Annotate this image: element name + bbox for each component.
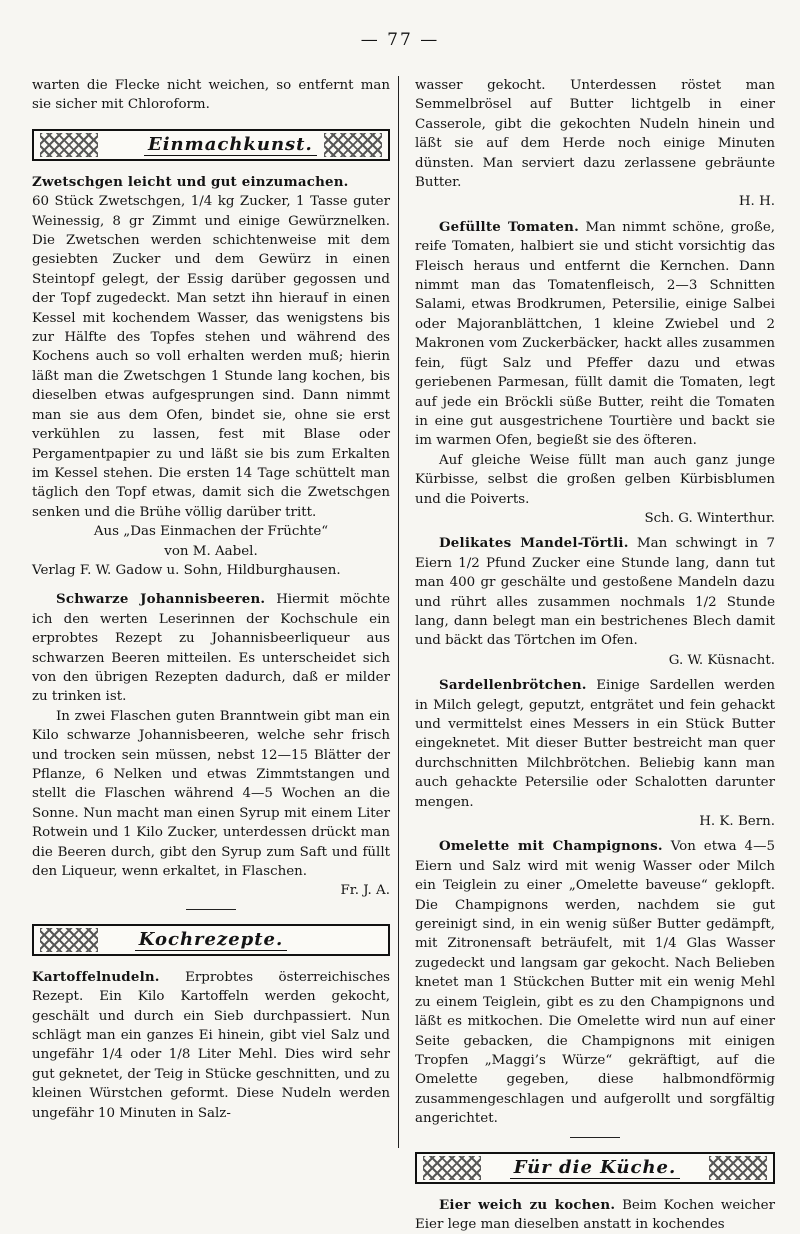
recipe-title-tomaten: Gefüllte Tomaten. <box>439 218 579 235</box>
recipe-sardellenbroetchen <box>415 676 775 812</box>
section-title: Für die Küche. <box>510 1157 681 1179</box>
recipe-body-kartoffelnudeln: Erprobtes österreichisches Rezept. Ein Kilo Kartoffeln werden gekocht, geschält und durch ein Sieb durchpassiert. Nun schlägt man ein ganzes Ei hinein, gibt viel Salz und ungefähr 1/4 oder 1/8 Liter Mehl. Dies wird sehr gut geknetet, der Teig in Stücke geschnitten, und zu kleinen Würstchen geformt. Diese Nudeln werden ungefähr 10 Minuten in Salz- <box>32 969 390 1121</box>
ornament-icon <box>423 1156 481 1180</box>
source-line: von M. Aabel. <box>164 543 258 559</box>
recipe-body-tomaten: Man nimmt schöne, große, reife Tomaten, halbiert sie und sticht vorsichtig das Fleisch heraus und entfernt die Kernchen. Dann nimmt man das Tomatenfleisch, 2—3 Schnitten Salami, etwas Brodkrumen, Petersilie, einige Salbei oder Majoranblättchen, 1 kleine Zwiebel und 2 Makronen vom Zuckerbäcker, hackt alles zusammen fein, fügt Salz und Pfeffer dazu und etwas geriebenen Parmesan, füllt damit die Tomaten, legt auf jede ein Bröckli süße Butter, reiht die Tomaten in eine gut ausgestrichene Tourtière und backt sie im warmen Ofen, begießt sie des öfteren. <box>415 219 776 449</box>
recipe-tomaten <box>415 218 775 451</box>
section-title: Einmachkunst. <box>144 134 317 156</box>
recipe-eier <box>415 1196 775 1234</box>
source-line: Verlag F. W. Gadow u. Sohn, Hildburghausen. <box>32 562 341 578</box>
signature: G. W. Küsnacht. <box>668 652 775 668</box>
recipe-title-mandel: Delikates Mandel-Törtli. <box>439 535 629 552</box>
divider <box>186 909 236 910</box>
continued-paragraph: wasser gekocht. Unterdessen röstet man Semmelbrösel auf Butter lichtgelb in einer Casserole, gibt die gekochten Nudeln hinein und läßt sie auf dem Herde noch einige Minuten dünsten. Man serviert dazu zerlassene gebräunte Butter. <box>415 78 775 191</box>
signature: H. K. Bern. <box>699 814 775 830</box>
column-divider <box>398 76 399 1148</box>
recipe-title-omelette: Omelette mit Champignons. <box>439 838 663 855</box>
recipe-title-eier: Eier weich zu kochen. <box>439 1196 616 1213</box>
section-banner-einmachkunst <box>32 129 390 161</box>
recipe-mandel-toertli <box>415 534 775 650</box>
page-number: — 77 — <box>360 30 440 50</box>
recipe-title-johannisbeeren: Schwarze Johannisbeeren. <box>56 591 266 608</box>
recipe-body-zwetschgen: 60 Stück Zwetschgen, 1/4 kg Zucker, 1 Tasse guter Weinessig, 8 gr Zimmt und einige Gewürznelken. Die Zwetschen werden schichtenweise mit dem gesiebten Zucker und dem Gewürz in einen Steintopf gelegt, der Essig darüber gegossen und der Topf zugedeckt. Man setzt ihn hierauf in einen Kessel mit kochendem Wasser, das wenigstens bis zur Hälfte des Topfes stehen und während des Kochens auch so voll erhalten werden muß; hierin läßt man die Zwetschgen 1 Stunde lang kochen, bis dieselben etwas aufgesprungen sind. Dann nimmt man sie aus dem Ofen, bindet sie, ohne sie erst verkühlen zu lassen, fest mit Blase oder Pergamentpapier zu und läßt sie bis zum Erkalten im Kessel stehen. Die ersten 14 Tage schüttelt man täglich den Topf etwas, damit sich die Zwetschgen senken und die Brühe völlig darüber tritt. <box>32 194 390 520</box>
recipe-body-tomaten-2: Auf gleiche Weise füllt man auch ganz junge Kürbisse, selbst die großen gelben Kürbisblumen und die Poiverts. <box>415 452 775 507</box>
signature: H. H. <box>738 194 775 210</box>
recipe-title-zwetschgen: Zwetschgen leicht und gut einzumachen. <box>32 173 349 190</box>
ornament-icon <box>40 928 98 952</box>
signature: Fr. J. A. <box>340 883 390 899</box>
left-column <box>32 76 390 1123</box>
ornament-icon <box>709 1156 767 1180</box>
signature: Sch. G. Winterthur. <box>644 510 775 526</box>
recipe-kartoffelnudeln <box>32 968 390 1123</box>
ornament-icon <box>324 133 382 157</box>
recipe-body-johannisbeeren-2: In zwei Flaschen guten Branntwein gibt man ein Kilo schwarze Johannisbeeren, welche sehr frisch und trocken sein müssen, nebst 12—15 Blätter der Pflanze, 6 Nelken und etwas Zimmtstangen und stellt die Flaschen während 4—5 Wochen an die Sonne. Nun macht man einen Syrup mit einem Liter Rotwein und 1 Kilo Zucker, unterdessen drückt man die Beeren durch, gibt den Syrup zum Saft und füllt den Liqueur, wenn erkaltet, in Flaschen. <box>32 708 390 880</box>
right-column <box>415 76 775 1234</box>
source-line: Aus „Das Einmachen der Früchte“ <box>93 524 329 540</box>
recipe-johannisbeeren <box>32 590 390 706</box>
section-banner-kueche <box>415 1152 775 1184</box>
recipe-title-kartoffelnudeln: Kartoffelnudeln. <box>32 968 160 985</box>
section-banner-kochrezepte <box>32 924 390 956</box>
continued-paragraph: warten die Flecke nicht weichen, so entfernt man sie sicher mit Chloroform. <box>32 78 390 113</box>
recipe-omelette <box>415 837 775 1128</box>
divider <box>570 1137 620 1138</box>
recipe-body-eier: Beim Kochen weicher Eier lege man dieselben anstatt in kochendes <box>415 1197 775 1232</box>
recipe-body-omelette: Von etwa 4—5 Eiern und Salz wird mit wenig Wasser oder Milch ein Teiglein zu einer „Omelette baveuse“ geklopft. Die Champignons werden, nachdem sie gut gereinigt sind, in ein wenig süßer Butter gedämpft, mit Zitronensaft beträufelt, mit 1/4 Glas Wasser zugedeckt und langsam gar gekocht. Nach Belieben knetet man 1 Stückchen Butter mit ein wenig Mehl zu einem Teiglein, gibt es zu den Champignons und läßt es mitkochen. Die Omelette wird nun auf einer Seite gebacken, die Champignons mit einigen Tropfen „Maggi’s Würze“ gekräftigt, auf die Omelette gegeben, diese halbmondförmig zusammengeschlagen und aufgerollt und sorgfältig angerichtet. <box>415 839 775 1127</box>
recipe-body-johannisbeeren: Hiermit möchte ich den werten Leserinnen der Kochschule ein erprobtes Rezept zu Johannisbeerliqueur aus schwarzen Beeren mitteilen. Es unterscheidet sich von den übrigen Rezepten dadurch, daß er milder zu trinken ist. <box>32 592 390 705</box>
recipe-body-sardellen: Einige Sardellen werden in Milch gelegt, geputzt, entgrätet und fein gehackt und vermittelst eines Messers in ein Stück Butter eingeknetet. Mit dieser Butter bestreicht man quer durchschnitten Milchbrötchen. Beliebig kann man auch gehackte Petersilie oder Schalotten darunter mengen. <box>415 678 775 810</box>
recipe-body-mandel: Man schwingt in 7 Eiern 1/2 Pfund Zucker eine Stunde lang, dann tut man 400 gr geschälte und gestoßene Mandeln dazu und rührt alles zusammen nochmals 1/2 Stunde lang, dann belegt man ein bestrichenes Blech damit und bäckt das Törtchen im Ofen. <box>415 536 775 649</box>
section-title: Kochrezepte. <box>135 929 288 951</box>
recipe-title-sardellen: Sardellenbrötchen. <box>439 677 587 694</box>
ornament-icon <box>40 133 98 157</box>
